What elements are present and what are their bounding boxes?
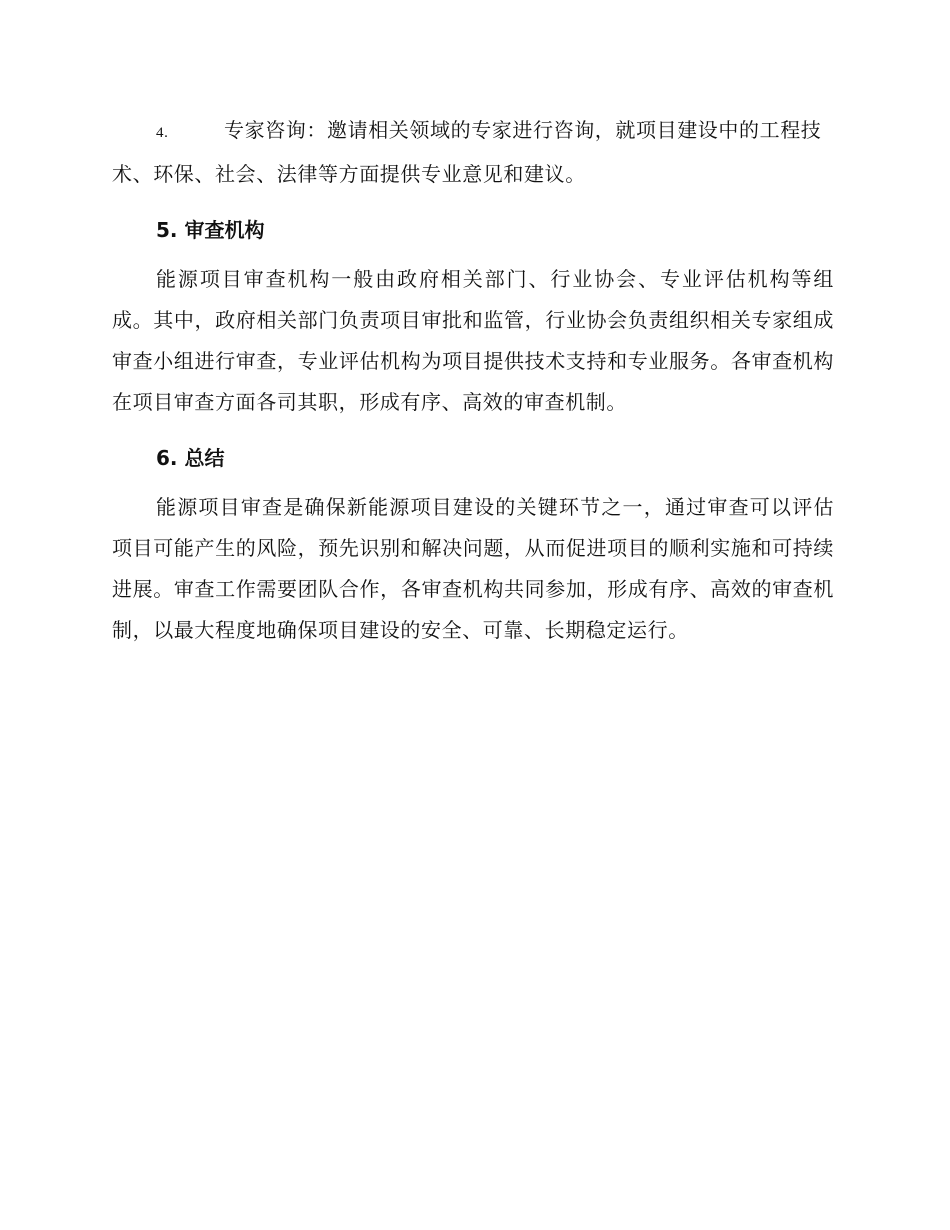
paragraph-review-bodies: 能源项目审查机构一般由政府相关部门、行业协会、专业评估机构等组成。其中，政府相关部门负责项目审批和监管，行业协会负责组织相关专家组成审查小组进行审查，专业评估机构为项目提供技术支持和专业服务。各审查机构在项目审查方面各司其职，形成有序、高效的审查机制。 <box>112 267 834 414</box>
section-heading-summary: 6. 总结 <box>156 446 225 470</box>
section-heading-review-bodies: 5. 审查机构 <box>156 218 265 242</box>
paragraph-summary: 能源项目审查是确保新能源项目建设的关键环节之一，通过审查可以评估项目可能产生的风险，预先识别和解决问题，从而促进项目的顺利实施和可持续进展。审查工作需要团队合作，各审查机构共同参加，形成有序、高效的审查机制，以最大程度地确保项目建设的安全、可靠、长期稳定运行。 <box>112 495 834 642</box>
list-item-text: 专家咨询：邀请相关领域的专家进行咨询，就项目建设中的工程技术、环保、社会、法律等方面提供专业意见和建议。 <box>112 118 822 186</box>
list-item-number: 4. <box>156 125 169 141</box>
document-body <box>112 110 834 651</box>
list-item-expert-consultation <box>112 110 834 195</box>
